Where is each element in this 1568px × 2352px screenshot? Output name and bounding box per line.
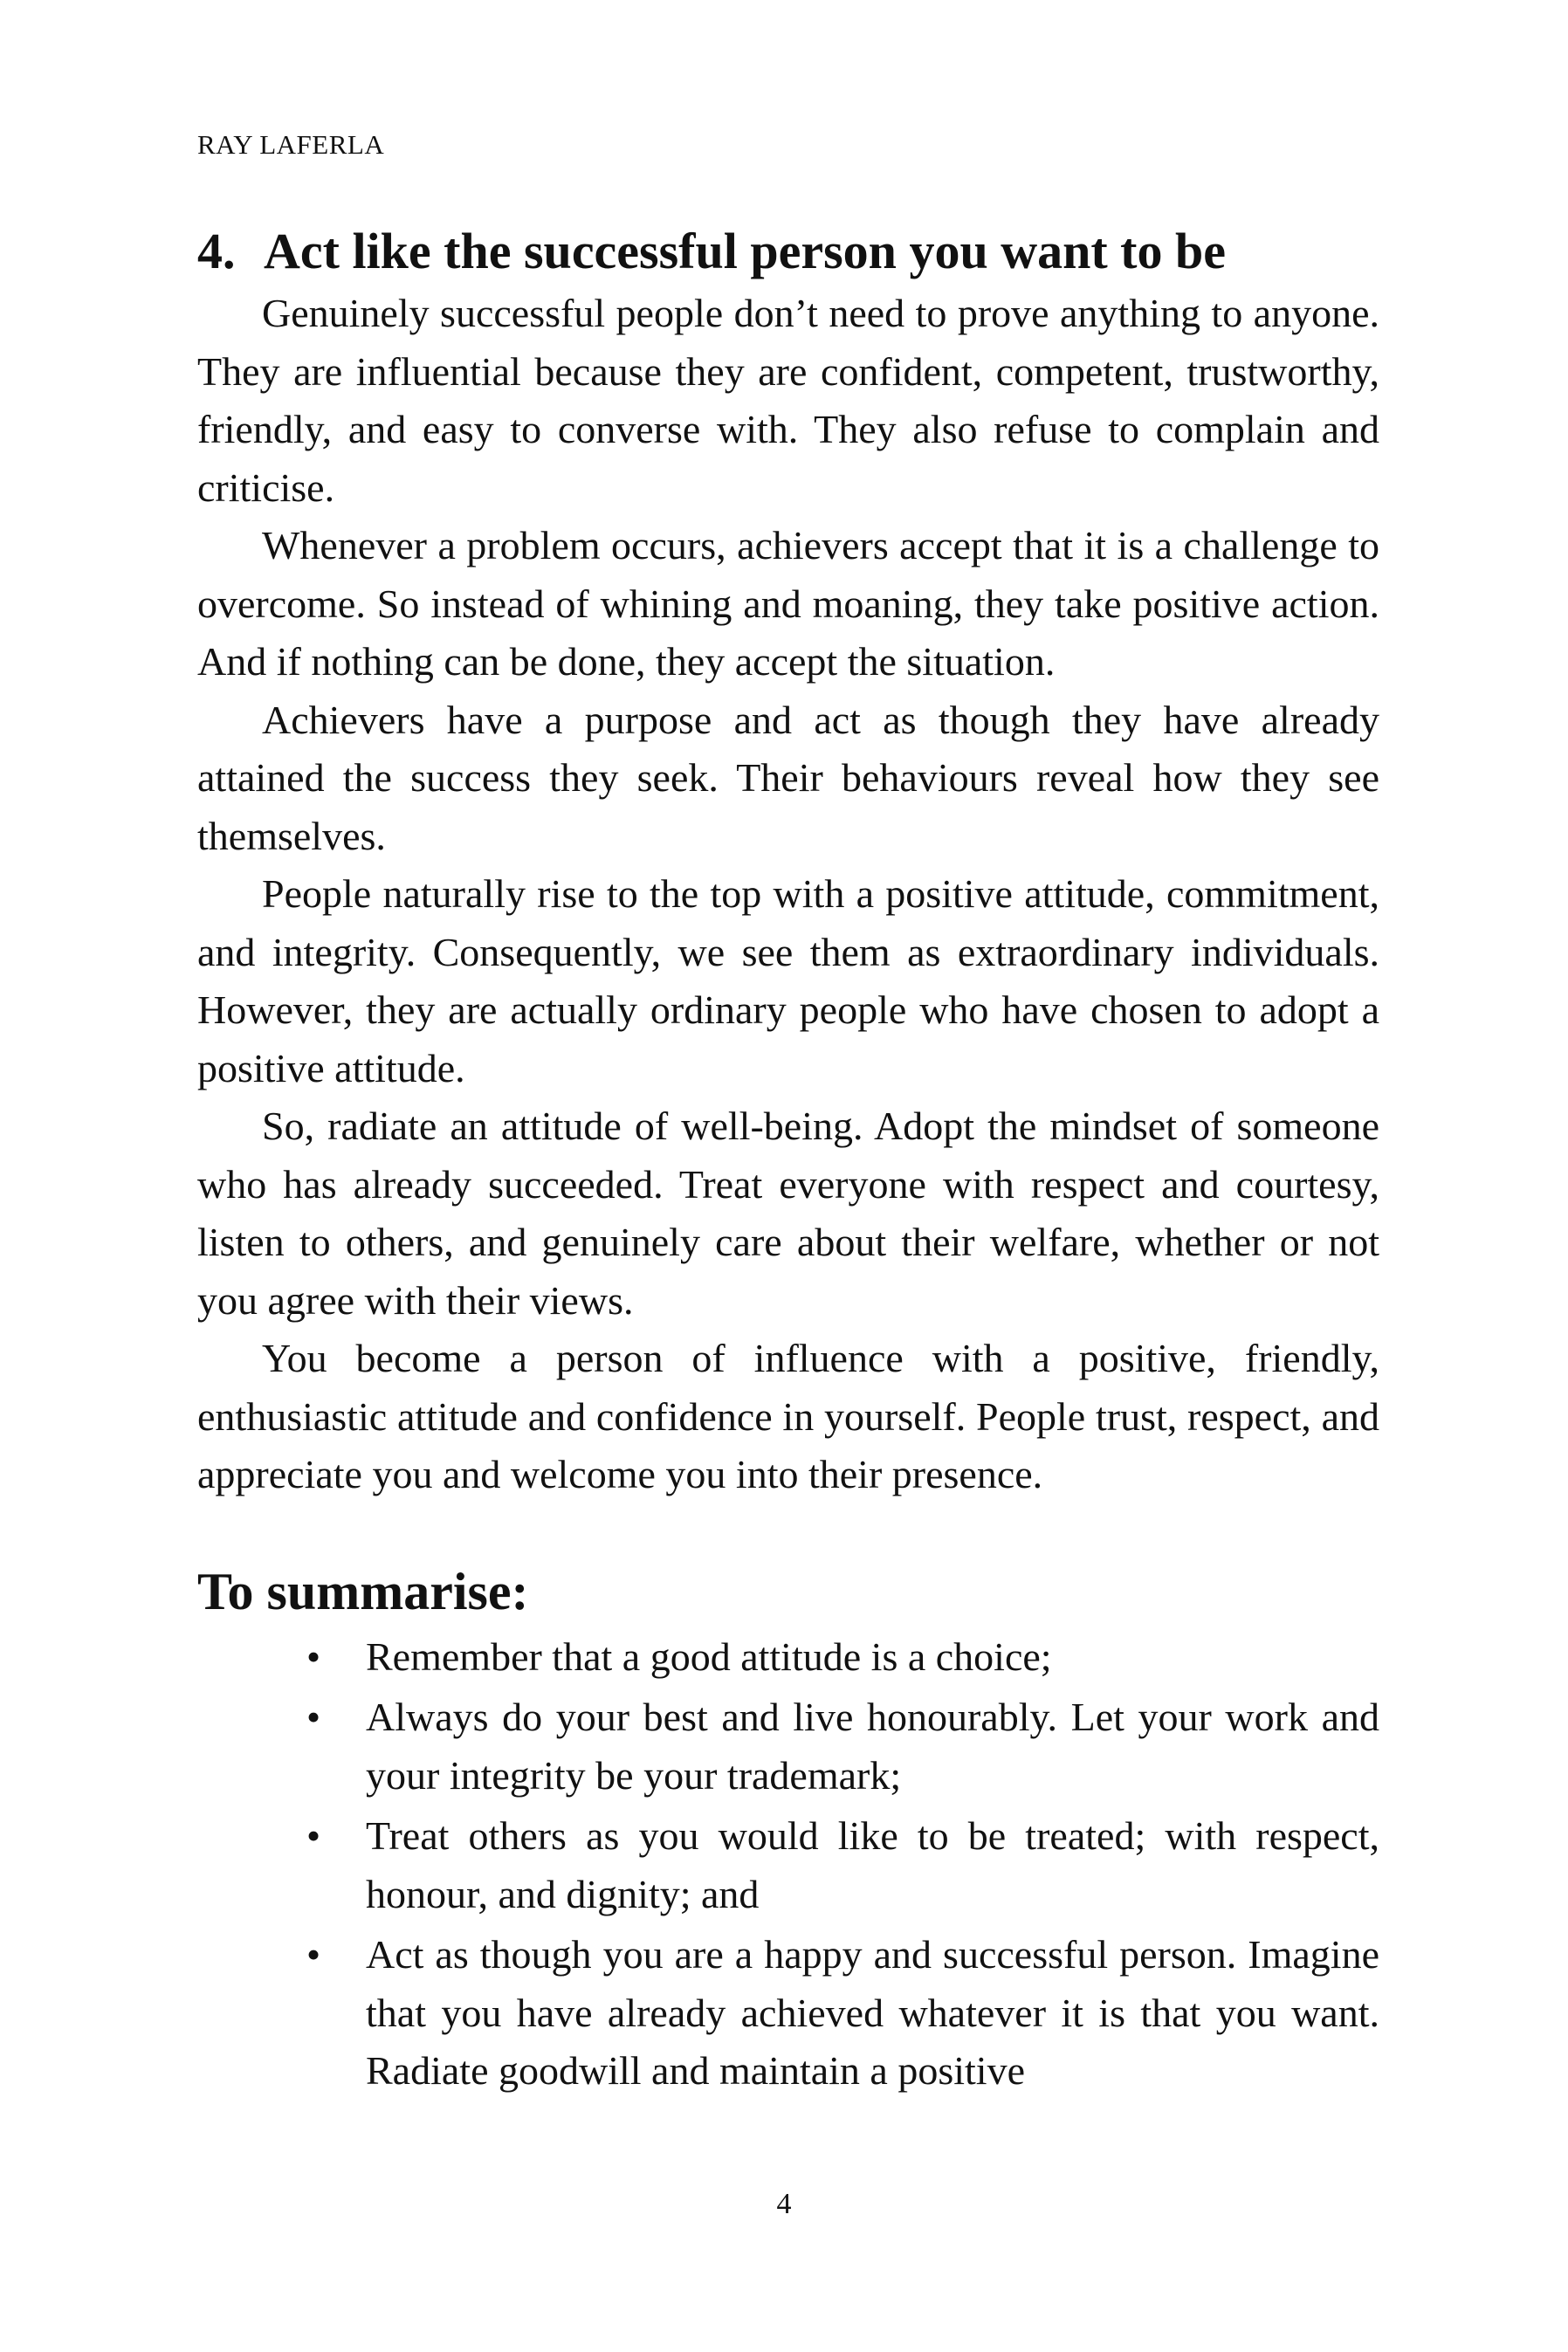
section-heading bbox=[197, 218, 1379, 285]
bullet-icon: • bbox=[306, 1633, 321, 1679]
section-number: 4. bbox=[197, 223, 236, 279]
running-head: RAY LAFERLA bbox=[197, 129, 385, 160]
page-number: 4 bbox=[776, 2188, 792, 2220]
body-paragraph: Genuinely successful people don’t need to prove anything to anyone. They are influential because they are confident, competent, trustworthy, friendly, and easy to converse with. They also refuse to complain and criticise. bbox=[197, 291, 1379, 510]
list-item-text: Act as though you are a happy and successful person. Imagine that you have already achieved whatever it is that you want. Radiate goodwill and maintain a positive bbox=[366, 1932, 1379, 2093]
bullet-icon: • bbox=[306, 1813, 321, 1858]
summary-list bbox=[197, 1628, 1379, 2101]
summary-heading: To summarise: bbox=[197, 1562, 529, 1620]
body-paragraph: Whenever a problem occurs, achievers accept that it is a challenge to overcome. So instead of whining and moaning, they take positive action. And if nothing can be done, they accept the situation. bbox=[197, 523, 1379, 684]
list-item-text: Always do your best and live honourably. Let your work and your integrity be your trademark; bbox=[366, 1695, 1379, 1798]
list-item bbox=[197, 1688, 1379, 1805]
bullet-icon: • bbox=[306, 1932, 321, 1977]
section-title: Act like the successful person you want to be bbox=[264, 223, 1226, 279]
body-paragraph: You become a person of influence with a positive, friendly, enthusiastic attitude and confidence in yourself. People trust, respect, and appreciate you and welcome you into their presence. bbox=[197, 1336, 1379, 1496]
list-item-text: Remember that a good attitude is a choice; bbox=[366, 1633, 1052, 1679]
list-item-text: Treat others as you would like to be treated; with respect, honour, and dignity; and bbox=[366, 1813, 1379, 1916]
bullet-icon: • bbox=[306, 1695, 321, 1739]
page-body bbox=[197, 218, 1379, 2103]
body-paragraph: So, radiate an attitude of well-being. Adopt the mindset of someone who has already succeeded. Treat everyone with respect and courtesy, listen to others, and genuinely care about their welfare, whether or not you agree with their views. bbox=[197, 1104, 1379, 1323]
body-paragraph: People naturally rise to the top with a positive attitude, commitment, and integrity. Consequently, we see them as extraordinary individuals. However, they are actually ordinary people who have chosen to adopt a positive attitude. bbox=[197, 871, 1379, 1090]
list-item bbox=[197, 1807, 1379, 1923]
body-paragraph: Achievers have a purpose and act as though they have already attained the success they seek. Their behaviours reveal how they see themselves. bbox=[197, 697, 1379, 858]
list-item bbox=[197, 1926, 1379, 2101]
list-item bbox=[197, 1628, 1379, 1687]
